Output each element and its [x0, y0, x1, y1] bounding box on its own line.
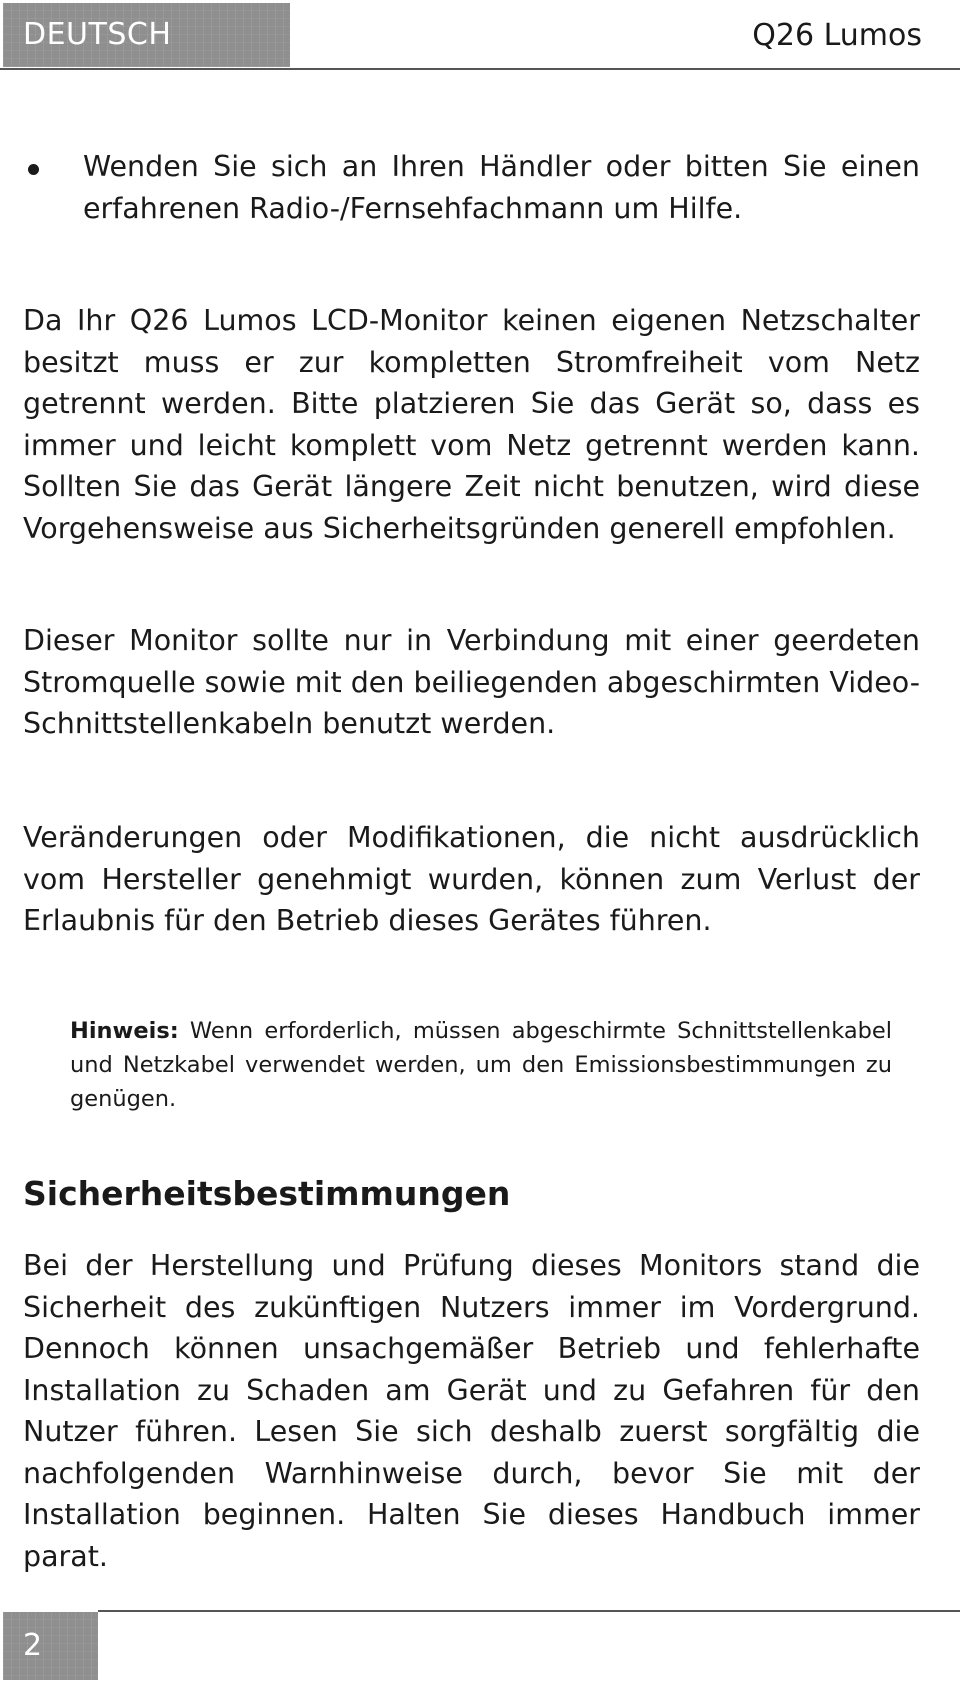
section-heading: Sicherheitsbestimmungen	[23, 1174, 511, 1213]
page-header	[0, 0, 960, 70]
bullet-item	[23, 146, 920, 229]
paragraph-power-disconnect: Da Ihr Q26 Lumos LCD-Monitor keinen eigenen Netzschalter besitzt muss er zur kompletten Stromfreiheit vom Netz getrennt werden. Bitte platzieren Sie das Gerät so, dass es immer und leicht komplett vom Netz getrennt werden kann. Sollten Sie das Gerät längere Zeit nicht benutzen, wird diese Vorgehensweise aus Sicherheitsgründen generell empfohlen.	[23, 304, 920, 545]
page-number: 2	[3, 1612, 98, 1680]
bullet-text: Wenden Sie sich an Ihren Händler oder bitten Sie einen erfahrenen Radio-/Fernsehfachmann um Hilfe.	[83, 150, 920, 225]
note-text: Wenn erforderlich, müssen abgeschirmte Schnittstellenkabel und Netzkabel verwendet werden, um den Emissionsbestimmungen zu genügen.	[70, 1018, 892, 1112]
paragraph-grounding: Dieser Monitor sollte nur in Verbindung mit einer geerdeten Stromquelle sowie mit den beiliegenden abgeschirmten Video-Schnittstellenkabeln benutzt werden.	[23, 624, 920, 740]
footer-divider	[98, 1610, 960, 1612]
note-label: Hinweis:	[70, 1018, 179, 1044]
note-block	[70, 1014, 892, 1116]
paragraph-safety: Bei der Herstellung und Prüfung dieses Monitors stand die Sicherheit des zukünftigen Nutzers immer im Vordergrund. Dennoch können unsachgemäßer Betrieb und fehlerhafte Installation zu Schaden am Gerät und zu Gefahren für den Nutzer führen. Lesen Sie sich deshalb zuerst sorgfältig die nachfolgenden Warnhinweise durch, bevor Sie mit der Installation beginnen. Halten Sie dieses Handbuch immer parat.	[23, 1249, 920, 1573]
paragraph-modifications: Veränderungen oder Modifikationen, die nicht ausdrücklich vom Hersteller genehmigt wurden, können zum Verlust der Erlaubnis für den Betrieb dieses Gerätes führen.	[23, 821, 920, 937]
bullet-icon	[28, 164, 39, 175]
document-title: Q26 Lumos	[752, 18, 922, 53]
language-tab: DEUTSCH	[3, 3, 290, 67]
